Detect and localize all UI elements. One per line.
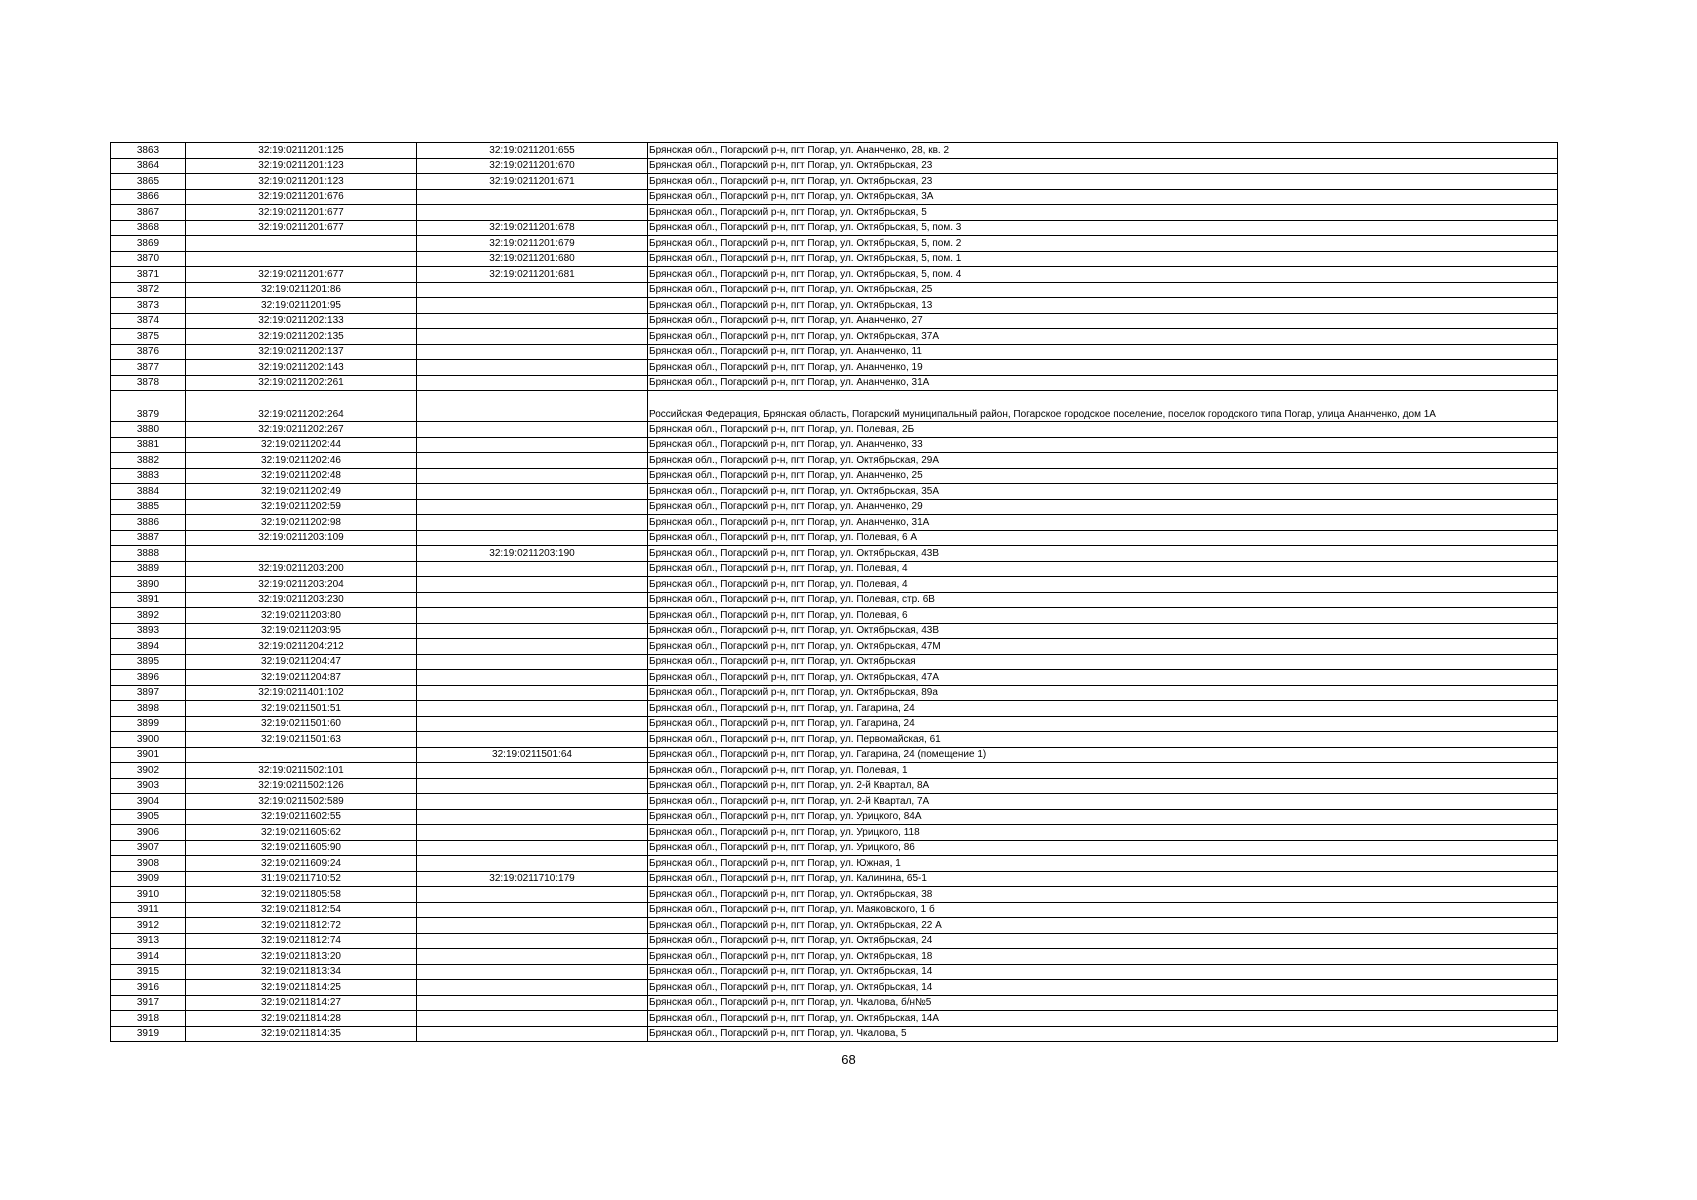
row-number-cell: 3894 (111, 639, 186, 655)
related-cadastral-number-cell (417, 391, 648, 422)
related-cadastral-number-cell (417, 716, 648, 732)
cadastral-number-cell: 32:19:0211203:109 (186, 530, 417, 546)
row-number-cell: 3915 (111, 964, 186, 980)
cadastral-number-cell: 32:19:0211204:47 (186, 654, 417, 670)
table-row (111, 561, 1558, 577)
row-number-cell: 3895 (111, 654, 186, 670)
table-row (111, 205, 1558, 221)
cadastral-number-cell: 32:19:0211502:126 (186, 778, 417, 794)
row-number-cell: 3898 (111, 701, 186, 717)
address-cell: Брянская обл., Погарский р-н, пгт Погар, ул. Октябрьская, 43В (648, 546, 1558, 562)
address-cell: Брянская обл., Погарский р-н, пгт Погар, ул. Октябрьская, 23 (648, 174, 1558, 190)
related-cadastral-number-cell: 32:19:0211201:670 (417, 158, 648, 174)
address-cell: Брянская обл., Погарский р-н, пгт Погар, ул. Чкалова, 5 (648, 1026, 1558, 1042)
table-row (111, 732, 1558, 748)
cadastral-number-cell: 32:19:0211202:133 (186, 313, 417, 329)
cadastral-number-cell: 32:19:0211201:86 (186, 282, 417, 298)
related-cadastral-number-cell (417, 344, 648, 360)
row-number-cell: 3868 (111, 220, 186, 236)
table-row (111, 840, 1558, 856)
address-cell: Брянская обл., Погарский р-н, пгт Погар, ул. Гагарина, 24 (648, 701, 1558, 717)
related-cadastral-number-cell: 32:19:0211201:678 (417, 220, 648, 236)
row-number-cell: 3865 (111, 174, 186, 190)
cadastral-number-cell: 32:19:0211204:87 (186, 670, 417, 686)
row-number-cell: 3892 (111, 608, 186, 624)
table-row (111, 546, 1558, 562)
related-cadastral-number-cell: 32:19:0211501:64 (417, 747, 648, 763)
row-number-cell: 3871 (111, 267, 186, 283)
related-cadastral-number-cell (417, 577, 648, 593)
cadastral-number-cell: 32:19:0211814:25 (186, 980, 417, 996)
related-cadastral-number-cell (417, 608, 648, 624)
related-cadastral-number-cell (417, 639, 648, 655)
address-cell: Брянская обл., Погарский р-н, пгт Погар, ул. Октябрьская, 5, пом. 3 (648, 220, 1558, 236)
cadastral-number-cell: 32:19:0211602:55 (186, 809, 417, 825)
address-cell: Брянская обл., Погарский р-н, пгт Погар, ул. Октябрьская (648, 654, 1558, 670)
cadastral-number-cell: 32:19:0211814:28 (186, 1011, 417, 1027)
address-cell: Брянская обл., Погарский р-н, пгт Погар, ул. Октябрьская, 5, пом. 2 (648, 236, 1558, 252)
cadastral-number-cell: 32:19:0211201:677 (186, 205, 417, 221)
table-row (111, 949, 1558, 965)
row-number-cell: 3891 (111, 592, 186, 608)
related-cadastral-number-cell: 32:19:0211201:679 (417, 236, 648, 252)
cadastral-number-cell: 32:19:0211202:137 (186, 344, 417, 360)
table-row (111, 499, 1558, 515)
cadastral-number-cell: 32:19:0211502:589 (186, 794, 417, 810)
table-row (111, 220, 1558, 236)
table-row (111, 515, 1558, 531)
address-cell: Брянская обл., Погарский р-н, пгт Погар, ул. Чкалова, б/н№5 (648, 995, 1558, 1011)
row-number-cell: 3869 (111, 236, 186, 252)
table-row (111, 592, 1558, 608)
related-cadastral-number-cell (417, 468, 648, 484)
table-row (111, 964, 1558, 980)
related-cadastral-number-cell (417, 825, 648, 841)
cadastral-number-cell: 32:19:0211201:676 (186, 189, 417, 205)
address-cell: Брянская обл., Погарский р-н, пгт Погар, ул. Октябрьская, 18 (648, 949, 1558, 965)
related-cadastral-number-cell (417, 732, 648, 748)
address-cell: Брянская обл., Погарский р-н, пгт Погар, ул. 2-й Квартал, 7А (648, 794, 1558, 810)
table-row (111, 670, 1558, 686)
cadastral-number-cell: 32:19:0211605:90 (186, 840, 417, 856)
related-cadastral-number-cell: 32:19:0211710:179 (417, 871, 648, 887)
cadastral-number-cell: 32:19:0211202:49 (186, 484, 417, 500)
address-cell: Брянская обл., Погарский р-н, пгт Погар, ул. Гагарина, 24 (648, 716, 1558, 732)
related-cadastral-number-cell (417, 1011, 648, 1027)
address-cell: Брянская обл., Погарский р-н, пгт Погар, ул. Ананченко, 29 (648, 499, 1558, 515)
related-cadastral-number-cell (417, 980, 648, 996)
row-number-cell: 3904 (111, 794, 186, 810)
related-cadastral-number-cell (417, 282, 648, 298)
cadastral-number-cell: 32:19:0211203:200 (186, 561, 417, 577)
cadastral-number-cell: 32:19:0211202:264 (186, 391, 417, 422)
address-cell: Брянская обл., Погарский р-н, пгт Погар, ул. Калинина, 65-1 (648, 871, 1558, 887)
address-cell: Брянская обл., Погарский р-н, пгт Погар, ул. 2-й Квартал, 8А (648, 778, 1558, 794)
related-cadastral-number-cell (417, 685, 648, 701)
table-row (111, 918, 1558, 934)
row-number-cell: 3916 (111, 980, 186, 996)
row-number-cell: 3911 (111, 902, 186, 918)
address-cell: Брянская обл., Погарский р-н, пгт Погар, ул. Полевая, 6 (648, 608, 1558, 624)
related-cadastral-number-cell (417, 794, 648, 810)
row-number-cell: 3885 (111, 499, 186, 515)
related-cadastral-number-cell (417, 778, 648, 794)
address-cell: Брянская обл., Погарский р-н, пгт Погар, ул. Октябрьская, 43В (648, 623, 1558, 639)
row-number-cell: 3909 (111, 871, 186, 887)
address-cell: Брянская обл., Погарский р-н, пгт Погар, ул. Октябрьская, 5 (648, 205, 1558, 221)
table-row (111, 313, 1558, 329)
related-cadastral-number-cell (417, 809, 648, 825)
row-number-cell: 3896 (111, 670, 186, 686)
related-cadastral-number-cell (417, 964, 648, 980)
address-cell: Брянская обл., Погарский р-н, пгт Погар, ул. Октябрьская, 25 (648, 282, 1558, 298)
related-cadastral-number-cell (417, 499, 648, 515)
cadastral-number-cell: 32:19:0211814:35 (186, 1026, 417, 1042)
row-number-cell: 3887 (111, 530, 186, 546)
address-cell: Брянская обл., Погарский р-н, пгт Погар, ул. Октябрьская, 3А (648, 189, 1558, 205)
table-row (111, 437, 1558, 453)
cadastral-number-cell: 32:19:0211501:51 (186, 701, 417, 717)
cadastral-number-cell: 32:19:0211812:74 (186, 933, 417, 949)
related-cadastral-number-cell (417, 670, 648, 686)
cadastral-number-cell: 32:19:0211202:44 (186, 437, 417, 453)
row-number-cell: 3880 (111, 422, 186, 438)
table-row (111, 1026, 1558, 1042)
address-cell: Брянская обл., Погарский р-н, пгт Погар, ул. Первомайская, 61 (648, 732, 1558, 748)
related-cadastral-number-cell (417, 515, 648, 531)
cadastral-number-cell: 32:19:0211201:677 (186, 267, 417, 283)
row-number-cell: 3899 (111, 716, 186, 732)
related-cadastral-number-cell: 32:19:0211201:655 (417, 143, 648, 159)
cadastral-number-cell: 32:19:0211203:95 (186, 623, 417, 639)
address-cell: Брянская обл., Погарский р-н, пгт Погар, ул. Гагарина, 24 (помещение 1) (648, 747, 1558, 763)
table-row (111, 344, 1558, 360)
cadastral-number-cell (186, 747, 417, 763)
table-row (111, 391, 1558, 422)
cadastral-number-cell: 32:19:0211202:46 (186, 453, 417, 469)
related-cadastral-number-cell (417, 375, 648, 391)
related-cadastral-number-cell (417, 995, 648, 1011)
address-cell: Брянская обл., Погарский р-н, пгт Погар, ул. Октябрьская, 14 (648, 964, 1558, 980)
cadastral-number-cell: 32:19:0211202:261 (186, 375, 417, 391)
cadastral-number-cell: 32:19:0211805:58 (186, 887, 417, 903)
related-cadastral-number-cell (417, 701, 648, 717)
row-number-cell: 3897 (111, 685, 186, 701)
table-row (111, 623, 1558, 639)
row-number-cell: 3863 (111, 143, 186, 159)
row-number-cell: 3888 (111, 546, 186, 562)
table-row (111, 360, 1558, 376)
table-row (111, 158, 1558, 174)
table-row (111, 902, 1558, 918)
table-row (111, 716, 1558, 732)
table-row (111, 887, 1558, 903)
table-row (111, 871, 1558, 887)
row-number-cell: 3903 (111, 778, 186, 794)
cadastral-number-cell: 32:19:0211202:143 (186, 360, 417, 376)
address-cell: Брянская обл., Погарский р-н, пгт Погар, ул. Урицкого, 86 (648, 840, 1558, 856)
row-number-cell: 3900 (111, 732, 186, 748)
cadastral-number-cell: 32:19:0211813:34 (186, 964, 417, 980)
cadastral-number-cell: 32:19:0211201:677 (186, 220, 417, 236)
address-cell: Брянская обл., Погарский р-н, пгт Погар, ул. Ананченко, 33 (648, 437, 1558, 453)
address-cell: Брянская обл., Погарский р-н, пгт Погар, ул. Ананченко, 31А (648, 375, 1558, 391)
row-number-cell: 3876 (111, 344, 186, 360)
address-cell: Брянская обл., Погарский р-н, пгт Погар, ул. Полевая, 6 А (648, 530, 1558, 546)
related-cadastral-number-cell (417, 592, 648, 608)
cadastral-number-cell: 32:19:0211202:267 (186, 422, 417, 438)
address-cell: Брянская обл., Погарский р-н, пгт Погар, ул. Октябрьская, 35А (648, 484, 1558, 500)
address-cell: Брянская обл., Погарский р-н, пгт Погар, ул. Ананченко, 27 (648, 313, 1558, 329)
table-row (111, 484, 1558, 500)
row-number-cell: 3890 (111, 577, 186, 593)
table-row (111, 375, 1558, 391)
table-row (111, 809, 1558, 825)
cadastral-number-cell: 32:19:0211812:72 (186, 918, 417, 934)
related-cadastral-number-cell (417, 918, 648, 934)
related-cadastral-number-cell: 32:19:0211201:680 (417, 251, 648, 267)
table-row (111, 174, 1558, 190)
cadastral-number-cell: 32:19:0211204:212 (186, 639, 417, 655)
cadastral-number-cell: 32:19:0211201:123 (186, 158, 417, 174)
row-number-cell: 3877 (111, 360, 186, 376)
row-number-cell: 3875 (111, 329, 186, 345)
related-cadastral-number-cell (417, 887, 648, 903)
table-row (111, 577, 1558, 593)
cadastral-number-cell: 32:19:0211202:59 (186, 499, 417, 515)
cadastral-number-cell (186, 236, 417, 252)
row-number-cell: 3874 (111, 313, 186, 329)
table-row (111, 608, 1558, 624)
row-number-cell: 3867 (111, 205, 186, 221)
row-number-cell: 3882 (111, 453, 186, 469)
row-number-cell: 3917 (111, 995, 186, 1011)
cadastral-number-cell: 32:19:0211605:62 (186, 825, 417, 841)
cadastral-number-cell: 32:19:0211202:48 (186, 468, 417, 484)
table-row (111, 825, 1558, 841)
table-row (111, 685, 1558, 701)
address-cell: Брянская обл., Погарский р-н, пгт Погар, ул. Полевая, 2Б (648, 422, 1558, 438)
table-row (111, 995, 1558, 1011)
table-row (111, 189, 1558, 205)
address-cell: Брянская обл., Погарский р-н, пгт Погар, ул. Октябрьская, 37А (648, 329, 1558, 345)
address-cell: Брянская обл., Погарский р-н, пгт Погар, ул. Октябрьская, 47А (648, 670, 1558, 686)
related-cadastral-number-cell (417, 840, 648, 856)
cadastral-number-cell: 32:19:0211813:20 (186, 949, 417, 965)
related-cadastral-number-cell (417, 313, 648, 329)
row-number-cell: 3918 (111, 1011, 186, 1027)
table-row (111, 747, 1558, 763)
address-cell: Брянская обл., Погарский р-н, пгт Погар, ул. Октябрьская, 23 (648, 158, 1558, 174)
table-row (111, 654, 1558, 670)
related-cadastral-number-cell (417, 437, 648, 453)
related-cadastral-number-cell (417, 205, 648, 221)
row-number-cell: 3884 (111, 484, 186, 500)
address-cell: Российская Федерация, Брянская область, Погарский муниципальный район, Погарское городское поселение, поселок городского типа Погар, улица Ананченко, дом 1А (648, 391, 1558, 422)
related-cadastral-number-cell (417, 654, 648, 670)
address-cell: Брянская обл., Погарский р-н, пгт Погар, ул. Октябрьская, 29А (648, 453, 1558, 469)
table-row (111, 468, 1558, 484)
cadastral-number-cell: 32:19:0211203:80 (186, 608, 417, 624)
row-number-cell: 3878 (111, 375, 186, 391)
cadastral-number-cell: 32:19:0211609:24 (186, 856, 417, 872)
related-cadastral-number-cell: 32:19:0211203:190 (417, 546, 648, 562)
table-row (111, 530, 1558, 546)
table-body (111, 143, 1558, 1042)
address-cell: Брянская обл., Погарский р-н, пгт Погар, ул. Ананченко, 19 (648, 360, 1558, 376)
address-cell: Брянская обл., Погарский р-н, пгт Погар, ул. Южная, 1 (648, 856, 1558, 872)
address-cell: Брянская обл., Погарский р-н, пгт Погар, ул. Ананченко, 28, кв. 2 (648, 143, 1558, 159)
table-row (111, 778, 1558, 794)
cadastral-table (110, 142, 1558, 1042)
address-cell: Брянская обл., Погарский р-н, пгт Погар, ул. Урицкого, 118 (648, 825, 1558, 841)
row-number-cell: 3881 (111, 437, 186, 453)
address-cell: Брянская обл., Погарский р-н, пгт Погар, ул. Октябрьская, 24 (648, 933, 1558, 949)
table-row (111, 251, 1558, 267)
related-cadastral-number-cell (417, 856, 648, 872)
row-number-cell: 3864 (111, 158, 186, 174)
related-cadastral-number-cell (417, 763, 648, 779)
row-number-cell: 3872 (111, 282, 186, 298)
related-cadastral-number-cell (417, 484, 648, 500)
row-number-cell: 3907 (111, 840, 186, 856)
row-number-cell: 3902 (111, 763, 186, 779)
cadastral-number-cell: 32:19:0211501:60 (186, 716, 417, 732)
cadastral-number-cell: 32:19:0211203:204 (186, 577, 417, 593)
row-number-cell: 3873 (111, 298, 186, 314)
cadastral-number-cell: 32:19:0211201:123 (186, 174, 417, 190)
related-cadastral-number-cell (417, 453, 648, 469)
address-cell: Брянская обл., Погарский р-н, пгт Погар, ул. Октябрьская, 5, пом. 4 (648, 267, 1558, 283)
row-number-cell: 3901 (111, 747, 186, 763)
row-number-cell: 3886 (111, 515, 186, 531)
table-row (111, 639, 1558, 655)
address-cell: Брянская обл., Погарский р-н, пгт Погар, ул. Маяковского, 1 б (648, 902, 1558, 918)
cadastral-number-cell: 32:19:0211203:230 (186, 592, 417, 608)
cadastral-number-cell: 32:19:0211502:101 (186, 763, 417, 779)
address-cell: Брянская обл., Погарский р-н, пгт Погар, ул. Ананченко, 31А (648, 515, 1558, 531)
table-row (111, 329, 1558, 345)
cadastral-number-cell: 32:19:0211812:54 (186, 902, 417, 918)
row-number-cell: 3905 (111, 809, 186, 825)
address-cell: Брянская обл., Погарский р-н, пгт Погар, ул. Октябрьская, 14А (648, 1011, 1558, 1027)
cadastral-number-cell: 32:19:0211201:125 (186, 143, 417, 159)
table-row (111, 298, 1558, 314)
table-row (111, 453, 1558, 469)
table-row (111, 267, 1558, 283)
address-cell: Брянская обл., Погарский р-н, пгт Погар, ул. Октябрьская, 14 (648, 980, 1558, 996)
address-cell: Брянская обл., Погарский р-н, пгт Погар, ул. Октябрьская, 47М (648, 639, 1558, 655)
row-number-cell: 3870 (111, 251, 186, 267)
related-cadastral-number-cell (417, 561, 648, 577)
related-cadastral-number-cell (417, 329, 648, 345)
table-row (111, 980, 1558, 996)
table-row (111, 422, 1558, 438)
cadastral-number-cell: 32:19:0211814:27 (186, 995, 417, 1011)
related-cadastral-number-cell (417, 298, 648, 314)
row-number-cell: 3879 (111, 391, 186, 422)
table-row (111, 236, 1558, 252)
row-number-cell: 3910 (111, 887, 186, 903)
related-cadastral-number-cell: 32:19:0211201:681 (417, 267, 648, 283)
row-number-cell: 3883 (111, 468, 186, 484)
row-number-cell: 3919 (111, 1026, 186, 1042)
table-row (111, 143, 1558, 159)
row-number-cell: 3889 (111, 561, 186, 577)
address-cell: Брянская обл., Погарский р-н, пгт Погар, ул. Октябрьская, 38 (648, 887, 1558, 903)
address-cell: Брянская обл., Погарский р-н, пгт Погар, ул. Октябрьская, 5, пом. 1 (648, 251, 1558, 267)
address-cell: Брянская обл., Погарский р-н, пгт Погар, ул. Полевая, стр. 6В (648, 592, 1558, 608)
cadastral-number-cell: 31:19:0211710:52 (186, 871, 417, 887)
related-cadastral-number-cell: 32:19:0211201:671 (417, 174, 648, 190)
table-row (111, 794, 1558, 810)
address-cell: Брянская обл., Погарский р-н, пгт Погар, ул. Полевая, 1 (648, 763, 1558, 779)
address-cell: Брянская обл., Погарский р-н, пгт Погар, ул. Октябрьская, 22 А (648, 918, 1558, 934)
row-number-cell: 3908 (111, 856, 186, 872)
cadastral-number-cell: 32:19:0211202:135 (186, 329, 417, 345)
row-number-cell: 3866 (111, 189, 186, 205)
address-cell: Брянская обл., Погарский р-н, пгт Погар, ул. Октябрьская, 13 (648, 298, 1558, 314)
related-cadastral-number-cell (417, 530, 648, 546)
row-number-cell: 3914 (111, 949, 186, 965)
table-row (111, 763, 1558, 779)
cadastral-number-cell: 32:19:0211202:98 (186, 515, 417, 531)
table-row (111, 933, 1558, 949)
row-number-cell: 3913 (111, 933, 186, 949)
address-cell: Брянская обл., Погарский р-н, пгт Погар, ул. Урицкого, 84А (648, 809, 1558, 825)
row-number-cell: 3893 (111, 623, 186, 639)
table-row (111, 856, 1558, 872)
table-row (111, 1011, 1558, 1027)
page-number: 68 (841, 1052, 856, 1067)
related-cadastral-number-cell (417, 902, 648, 918)
table-row (111, 282, 1558, 298)
address-cell: Брянская обл., Погарский р-н, пгт Погар, ул. Ананченко, 25 (648, 468, 1558, 484)
table-row (111, 701, 1558, 717)
row-number-cell: 3912 (111, 918, 186, 934)
cadastral-number-cell (186, 546, 417, 562)
address-cell: Брянская обл., Погарский р-н, пгт Погар, ул. Полевая, 4 (648, 561, 1558, 577)
related-cadastral-number-cell (417, 933, 648, 949)
cadastral-number-cell: 32:19:0211201:95 (186, 298, 417, 314)
related-cadastral-number-cell (417, 623, 648, 639)
related-cadastral-number-cell (417, 949, 648, 965)
cadastral-number-cell: 32:19:0211501:63 (186, 732, 417, 748)
address-cell: Брянская обл., Погарский р-н, пгт Погар, ул. Октябрьская, 89а (648, 685, 1558, 701)
related-cadastral-number-cell (417, 360, 648, 376)
address-cell: Брянская обл., Погарский р-н, пгт Погар, ул. Ананченко, 11 (648, 344, 1558, 360)
cadastral-number-cell (186, 251, 417, 267)
cadastral-number-cell: 32:19:0211401:102 (186, 685, 417, 701)
related-cadastral-number-cell (417, 422, 648, 438)
row-number-cell: 3906 (111, 825, 186, 841)
address-cell: Брянская обл., Погарский р-н, пгт Погар, ул. Полевая, 4 (648, 577, 1558, 593)
related-cadastral-number-cell (417, 189, 648, 205)
related-cadastral-number-cell (417, 1026, 648, 1042)
